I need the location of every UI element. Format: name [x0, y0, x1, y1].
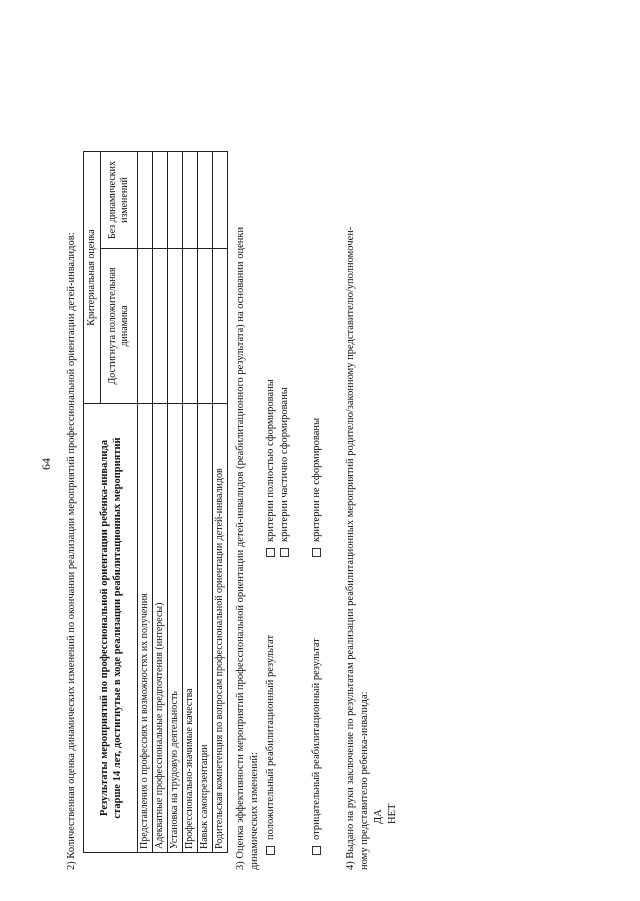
none-cell [138, 152, 153, 249]
fully-formed-option[interactable] [264, 379, 277, 557]
results-header-line1: Результаты мероприятий по профессиональной ориентации ребенка-инвалида [98, 440, 110, 816]
positive-cell [138, 249, 153, 404]
positive-cell [168, 249, 183, 404]
table-row [183, 152, 198, 853]
negative-result-checkbox[interactable] [312, 846, 321, 855]
positive-cell [198, 249, 213, 404]
answer-no[interactable]: НЕТ [387, 803, 398, 824]
table-row [198, 152, 213, 853]
positive-result-label: положительный реабилитационный результат [265, 634, 276, 840]
none-cell [198, 152, 213, 249]
results-header [84, 404, 138, 853]
positive-result-checkbox[interactable] [266, 846, 275, 855]
results-header-line2: старше 14 лет, достигнутые в ходе реализации реабилитационных мероприятий [111, 437, 123, 819]
col-positive-header: Достигнута положительная динамика [101, 249, 138, 404]
page-number: 64 [39, 458, 53, 470]
answer-yes[interactable]: ДА [373, 809, 384, 824]
none-cell [168, 152, 183, 249]
col-none-header: Без динамических изменений [101, 152, 138, 249]
negative-result-option[interactable] [310, 638, 323, 855]
section4-line1: 4) Выдано на руки заключение по результатам реализации реабилитационных мероприятий родителю/законному представителю/уполномочен- [345, 226, 356, 870]
positive-cell [213, 249, 228, 404]
not-formed-checkbox[interactable] [312, 548, 321, 557]
table-row [213, 152, 228, 853]
none-cell [153, 152, 168, 249]
fully-formed-label: критерии полностью сформированы [265, 379, 276, 542]
partially-formed-label: критерии частично сформированы [279, 387, 290, 542]
row-label: Адекватные профессиональные предпочтения (интересы) [153, 404, 168, 853]
row-label: Профессионально-значимые качества [183, 404, 198, 853]
section2-title: 2) Количественная оценка динамических изменений по окончании реализации мероприятий профессиональной ориентации детей-инвалидов: [66, 232, 77, 870]
row-label: Навык самопрезентации [198, 404, 213, 853]
positive-result-option[interactable] [264, 635, 277, 855]
results-table [83, 151, 228, 853]
table-row [138, 152, 153, 853]
section3-title-line1: 3) Оценка эффективности мероприятий профессиональной ориентации детей-инвалидов (реабилитационного результата) на основании оценки [235, 226, 246, 870]
positive-cell [183, 249, 198, 404]
not-formed-option[interactable] [310, 418, 323, 557]
positive-cell [153, 249, 168, 404]
row-label: Родительская компетенция по вопросам профессиональной ориентации детей-инвалидов [213, 404, 228, 853]
partially-formed-checkbox[interactable] [280, 548, 289, 557]
section4-line2: ному представителю ребенка-инвалида: [359, 691, 370, 870]
fully-formed-checkbox[interactable] [266, 548, 275, 557]
row-label: Представления о профессиях и возможностях их получения [138, 404, 153, 853]
not-formed-label: критерии не сформированы [311, 417, 322, 542]
table-row [168, 152, 183, 853]
none-cell [183, 152, 198, 249]
section3-title-line2: динамических изменений: [249, 752, 260, 870]
table-row [153, 152, 168, 853]
row-label: Установка на трудовую деятельность [168, 404, 183, 853]
none-cell [213, 152, 228, 249]
negative-result-label: отрицательный реабилитационный результат [311, 638, 322, 840]
criteria-header: Критериальная оценка [84, 152, 101, 404]
partially-formed-option[interactable] [278, 387, 291, 557]
